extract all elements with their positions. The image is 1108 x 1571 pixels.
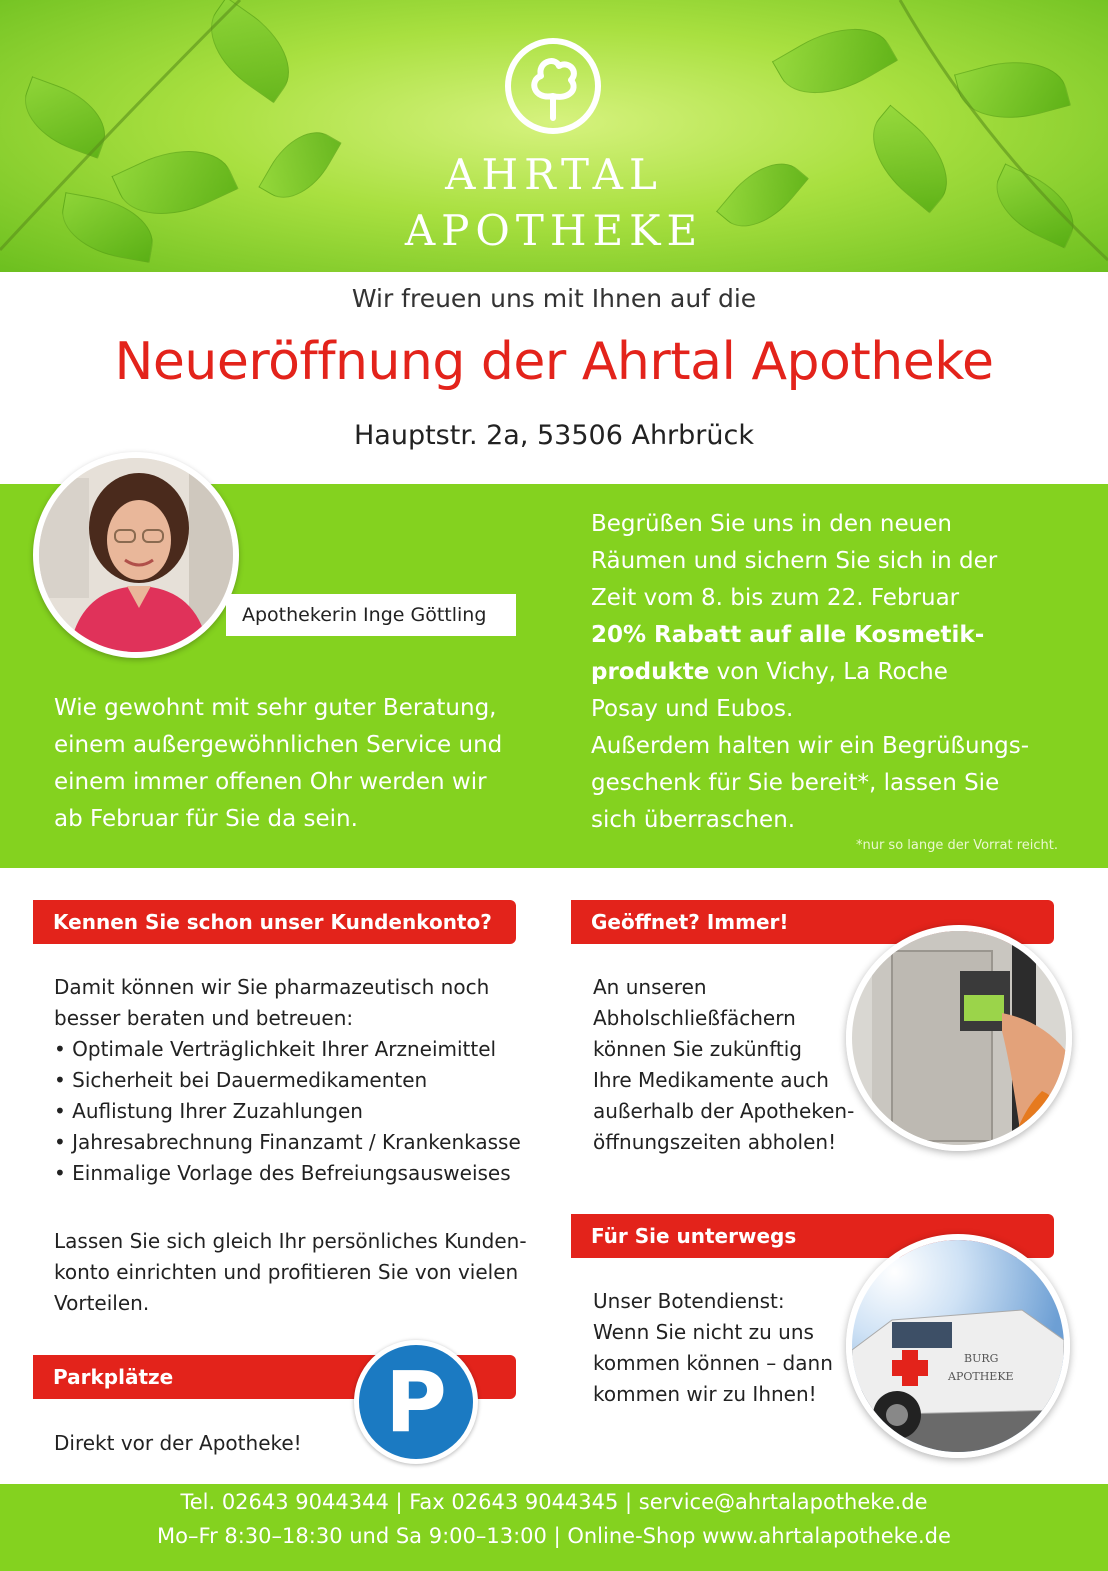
discount-highlight: produkte — [591, 659, 710, 685]
delivery-text — [593, 1286, 833, 1410]
open-line: können Sie zukünftig — [593, 1037, 802, 1061]
band-right-line: Begrüßen Sie uns in den neuen — [591, 511, 952, 537]
band-right-text — [591, 506, 1061, 839]
brand-name-line1: AHRTAL — [445, 150, 663, 199]
discount-line — [591, 617, 1061, 654]
address: Hauptstr. 2a, 53506 Ahrbrück — [353, 420, 754, 451]
band-left-line: Wie gewohnt mit sehr guter Beratung, — [54, 695, 497, 721]
kundenkonto-line: Damit können wir Sie pharmazeutisch noch — [54, 975, 490, 999]
open-line: öffnungszeiten abholen! — [593, 1130, 837, 1154]
list-item: • Einmalige Vorlage des Befreiungsausweises — [54, 1161, 511, 1185]
band-right-line: sich überraschen. — [591, 807, 796, 833]
open-line: außerhalb der Apotheken- — [593, 1099, 855, 1123]
band-right-line: geschenk für Sie bereit*, lassen Sie — [591, 770, 1000, 796]
car-text-apotheke: APOTHEKE — [948, 1370, 1014, 1383]
pharmacist-portrait — [33, 452, 239, 658]
discount-highlight: 20% Rabatt auf alle Kosmetik- — [591, 622, 985, 648]
band-right-line: Zeit vom 8. bis zum 22. Februar — [591, 585, 960, 611]
list-item: • Auflistung Ihrer Zuzahlungen — [54, 1099, 363, 1123]
car-text-burg: BURG — [964, 1352, 999, 1365]
band-left-line: ab Februar für Sie da sein. — [54, 806, 358, 832]
section-header-parking: Parkplätze — [33, 1355, 516, 1399]
discount-line — [591, 654, 1061, 691]
locker-photo — [846, 925, 1072, 1151]
delivery-car-photo — [846, 1234, 1070, 1458]
kundenkonto-line: besser beraten und betreuen: — [54, 1006, 354, 1030]
kundenkonto-text — [54, 972, 521, 1189]
footer-hours: Mo–Fr 8:30–18:30 und Sa 9:00–13:00 | Online-Shop www.ahrtalapotheke.de — [157, 1524, 951, 1548]
delivery-line: kommen können – dann — [593, 1351, 833, 1375]
band-left-line: einem immer offenen Ohr werden wir — [54, 769, 487, 795]
open-line: Abholschließfächern — [593, 1006, 796, 1030]
intro-text: Wir freuen uns mit Ihnen auf die — [351, 284, 757, 313]
parking-line: Direkt vor der Apotheke! — [54, 1431, 302, 1455]
list-item: • Sicherheit bei Dauermedikamenten — [54, 1068, 428, 1092]
header-banner — [0, 0, 1108, 272]
section-header-delivery: Für Sie unterwegs — [571, 1214, 1054, 1258]
kundenkonto-outro-line: Vorteilen. — [54, 1291, 150, 1315]
list-item: • Jahresabrechnung Finanzamt / Krankenkasse — [54, 1130, 521, 1154]
band-left-line: einem außergewöhnlichen Service und — [54, 732, 503, 758]
band-right-line: Außerdem halten wir ein Begrüßungs- — [591, 733, 1030, 759]
open-line: An unseren — [593, 975, 707, 999]
section-header-open: Geöffnet? Immer! — [571, 900, 1054, 944]
list-item: • Optimale Verträglichkeit Ihrer Arzneimittel — [54, 1037, 497, 1061]
kundenkonto-outro-line: Lassen Sie sich gleich Ihr persönliches Kunden- — [54, 1229, 527, 1253]
band-right-line: Posay und Eubos. — [591, 696, 794, 722]
locker-photo-drawing — [852, 931, 1066, 1145]
kundenkonto-outro-line: konto einrichten und profitieren Sie von vielen — [54, 1260, 519, 1284]
parking-sign-icon: P — [354, 1340, 478, 1464]
delivery-line: kommen wir zu Ihnen! — [593, 1382, 817, 1406]
pharmacist-portrait-drawing — [39, 458, 233, 652]
brand-name-line2: APOTHEKE — [404, 206, 704, 255]
footer-contact: Tel. 02643 9044344 | Fax 02643 9044345 | service@ahrtalapotheke.de — [180, 1490, 928, 1514]
band-left-text — [54, 690, 534, 838]
parking-text — [54, 1428, 302, 1459]
open-text — [593, 972, 854, 1158]
page-title: Neueröffnung der Ahrtal Apotheke — [114, 332, 994, 392]
brands-text: von Vichy, La Roche — [709, 659, 948, 685]
footnote: *nur so lange der Vorrat reicht. — [855, 838, 1058, 853]
delivery-line: Unser Botendienst: — [593, 1289, 785, 1313]
delivery-car-drawing — [852, 1240, 1064, 1452]
delivery-line: Wenn Sie nicht zu uns — [593, 1320, 814, 1344]
band-right-line: Räumen und sichern Sie sich in der — [591, 548, 998, 574]
kundenkonto-outro — [54, 1226, 527, 1319]
section-header-kundenkonto: Kennen Sie schon unser Kundenkonto? — [33, 900, 516, 944]
portrait-caption: Apothekerin Inge Göttling — [226, 594, 516, 636]
tree-logo-icon — [503, 36, 603, 136]
open-line: Ihre Medikamente auch — [593, 1068, 829, 1092]
